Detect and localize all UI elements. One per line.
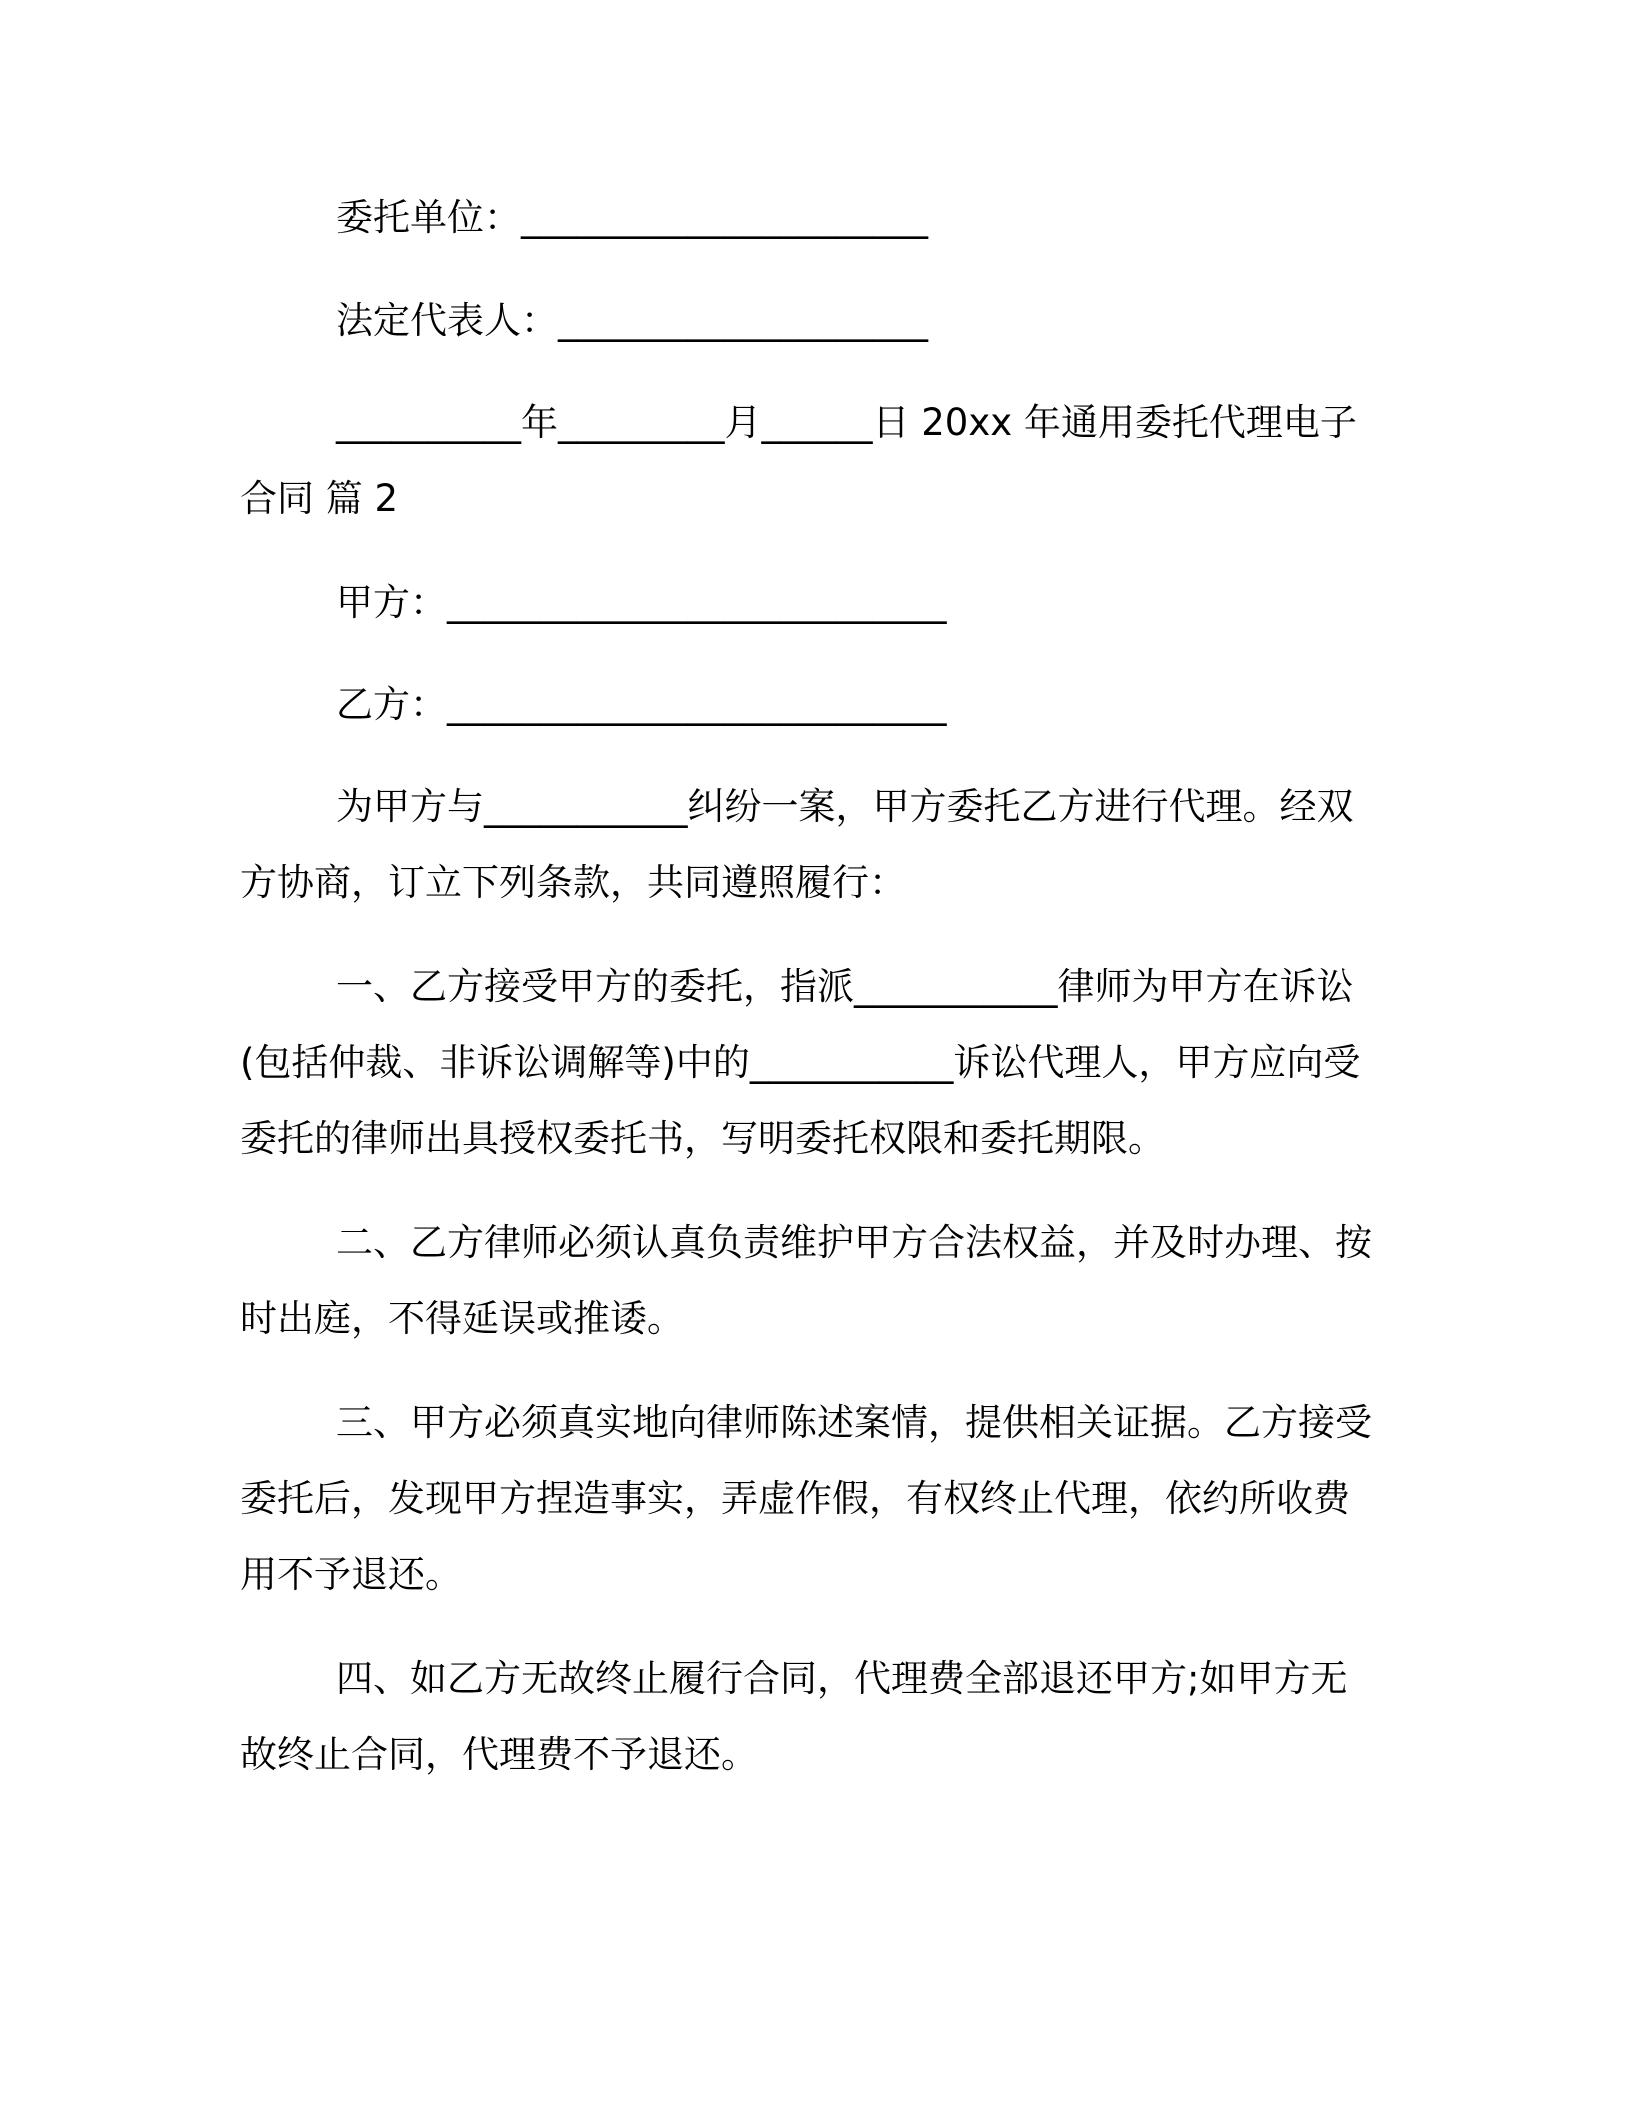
- clause-1-line-1: 一、乙方接受甲方的委托，指派___________律师为甲方在诉讼: [336, 965, 1354, 1008]
- paragraph-intro-line-1: 为甲方与___________纠纷一案，甲方委托乙方进行代理。经双: [336, 785, 1354, 828]
- legal-representative-line: 法定代表人：____________________: [336, 299, 928, 342]
- party-b-line: 乙方：___________________________: [336, 683, 947, 726]
- title-continuation-line: 合同 篇 2: [240, 477, 399, 520]
- clause-4-line-1: 四、如乙方无故终止履行合同，代理费全部退还甲方;如甲方无: [336, 1657, 1348, 1700]
- clause-3-line-1: 三、甲方必须真实地向律师陈述案情，提供相关证据。乙方接受: [336, 1401, 1372, 1444]
- clause-1-line-3: 委托的律师出具授权委托书，写明委托权限和委托期限。: [240, 1117, 1165, 1160]
- clause-3-line-2: 委托后，发现甲方捏造事实，弄虚作假，有权终止代理，依约所收费: [240, 1477, 1350, 1520]
- party-a-line: 甲方：___________________________: [336, 581, 947, 624]
- clause-2-line-2: 时出庭，不得延误或推诿。: [240, 1297, 684, 1340]
- date-title-line: __________年_________月______日 20xx 年通用委托代理电子: [336, 401, 1357, 444]
- clause-2-line-1: 二、乙方律师必须认真负责维护甲方合法权益，并及时办理、按: [336, 1221, 1372, 1264]
- clause-1-line-2: (包括仲裁、非诉讼调解等)中的___________诉讼代理人，甲方应向受: [240, 1041, 1361, 1084]
- paragraph-intro-line-2: 方协商，订立下列条款，共同遵照履行：: [240, 861, 906, 904]
- entrusting-unit-line: 委托单位：______________________: [336, 196, 928, 239]
- clause-4-line-2: 故终止合同，代理费不予退还。: [240, 1733, 758, 1776]
- clause-3-line-3: 用不予退还。: [240, 1553, 462, 1596]
